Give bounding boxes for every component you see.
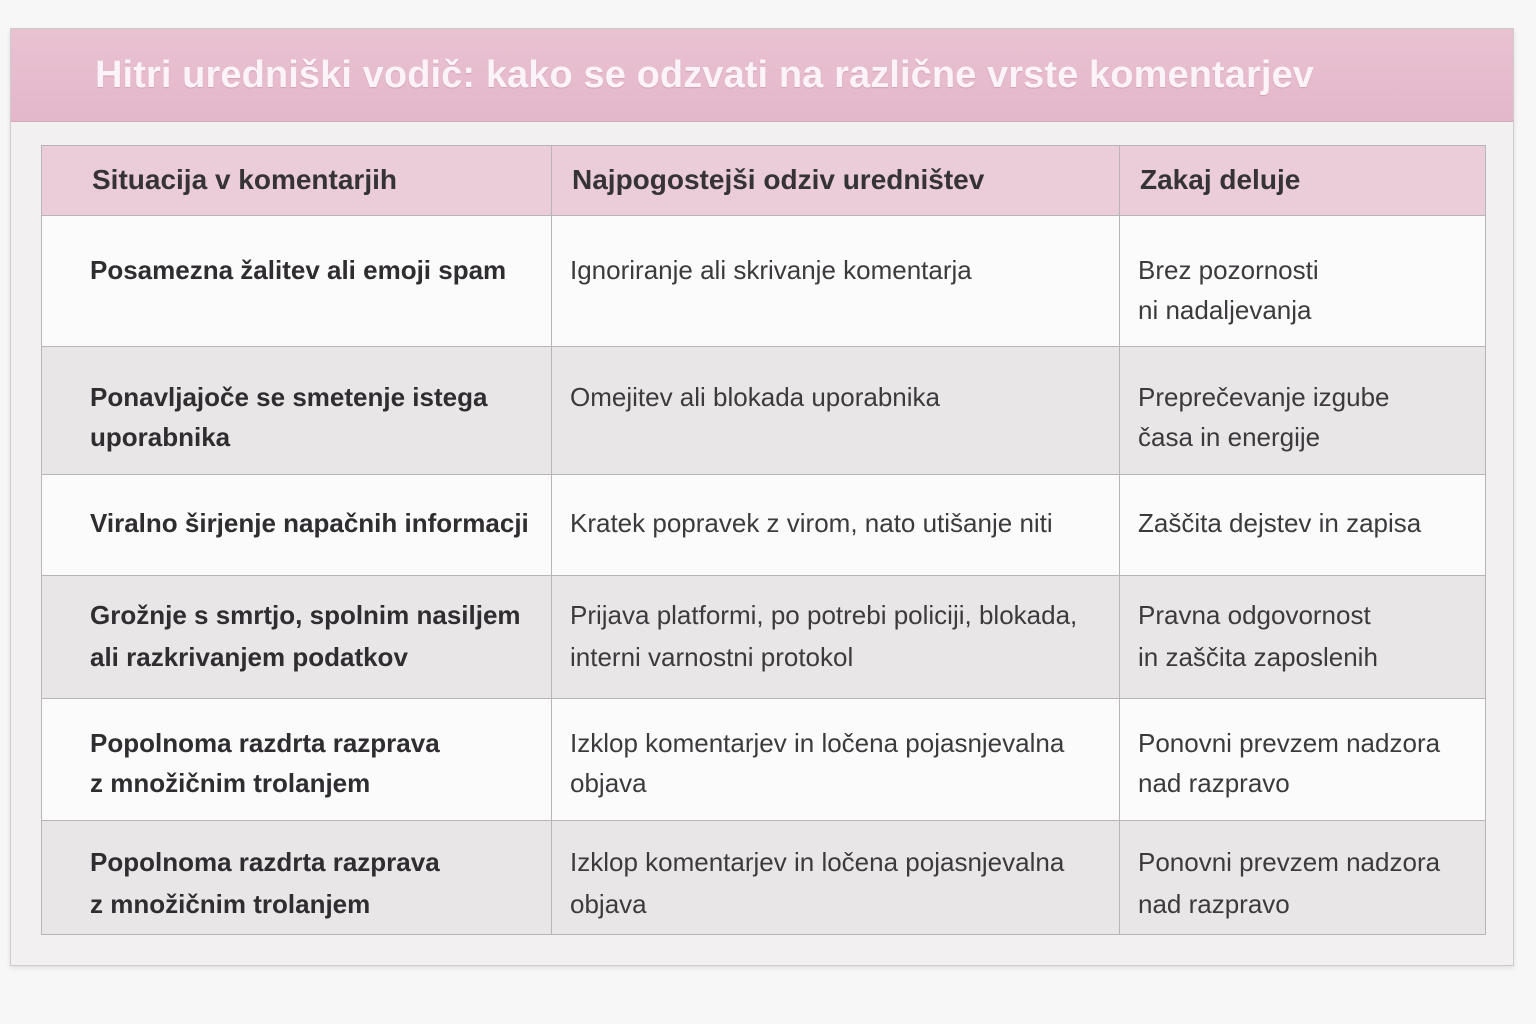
response-cell: Izklop komentarjev in ločena pojasnjevalna objava xyxy=(552,699,1120,821)
column-header-situation: Situacija v komentarjih xyxy=(42,146,552,216)
reason-cell: Preprečevanje izgube časa in energije xyxy=(1120,347,1486,475)
situation-cell: Ponavljajoče se smetenje istega uporabnika xyxy=(42,347,552,475)
table-row xyxy=(42,475,1486,576)
response-table xyxy=(41,145,1486,935)
reason-cell: Ponovni prevzem nadzora nad razpravo xyxy=(1120,821,1486,935)
reason-cell: Zaščita dejstev in zapisa xyxy=(1120,475,1486,576)
reason-cell: Brez pozornosti ni nadaljevanja xyxy=(1120,216,1486,347)
page-title: Hitri uredniški vodič: kako se odzvati na različne vrste komentarjev xyxy=(95,54,1315,96)
column-header-response: Najpogostejši odziv uredništev xyxy=(552,146,1120,216)
situation-cell: Popolnoma razdrta razprava z množičnim trolanjem xyxy=(42,821,552,935)
table-row xyxy=(42,576,1486,699)
situation-cell: Grožnje s smrtjo, spolnim nasiljem ali razkrivanjem podatkov xyxy=(42,576,552,699)
response-cell: Omejitev ali blokada uporabnika xyxy=(552,347,1120,475)
reason-cell: Pravna odgovornost in zaščita zaposlenih xyxy=(1120,576,1486,699)
table-row xyxy=(42,821,1486,935)
situation-cell: Popolnoma razdrta razprava z množičnim trolanjem xyxy=(42,699,552,821)
response-cell: Izklop komentarjev in ločena pojasnjevalna objava xyxy=(552,821,1120,935)
situation-cell: Posamezna žalitev ali emoji spam xyxy=(42,216,552,347)
column-header-reason: Zakaj deluje xyxy=(1120,146,1486,216)
response-cell: Ignoriranje ali skrivanje komentarja xyxy=(552,216,1120,347)
response-cell: Kratek popravek z virom, nato utišanje niti xyxy=(552,475,1120,576)
response-cell: Prijava platformi, po potrebi policiji, blokada, interni varnostni protokol xyxy=(552,576,1120,699)
title-banner xyxy=(11,29,1513,122)
table-header-row xyxy=(42,146,1486,216)
table-row xyxy=(42,216,1486,347)
guide-card xyxy=(10,28,1514,966)
reason-cell: Ponovni prevzem nadzora nad razpravo xyxy=(1120,699,1486,821)
situation-cell: Viralno širjenje napačnih informacji xyxy=(42,475,552,576)
table-row xyxy=(42,347,1486,475)
table-row xyxy=(42,699,1486,821)
